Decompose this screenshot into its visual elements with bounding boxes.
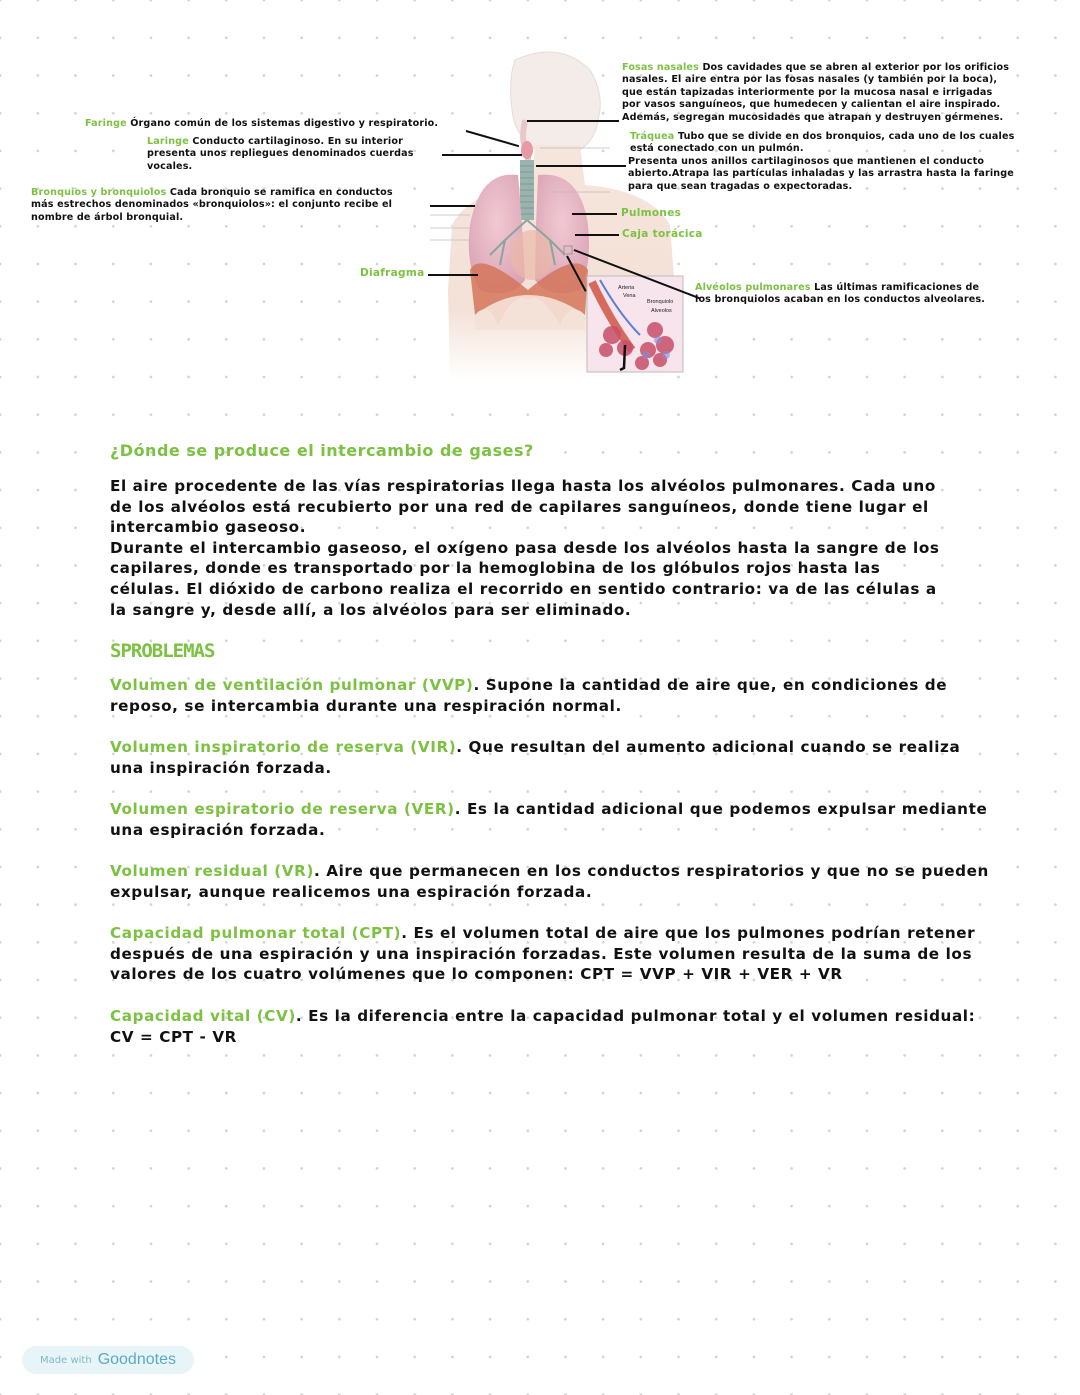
paragraph-line: células. El dióxido de carbono realiza el recorrido en sentido contrario: va de las células a bbox=[110, 579, 937, 598]
problem-text: . Es la diferencia entre la capacidad pulmonar total y el volumen residual: bbox=[295, 1007, 976, 1025]
pointer-line-diafragma bbox=[428, 274, 478, 276]
made-with-goodnotes-badge[interactable] bbox=[22, 1346, 194, 1374]
gas-exchange-paragraph bbox=[110, 476, 1060, 620]
label-caja-toracica: Caja torácica bbox=[622, 228, 703, 240]
label-laringe-line: presenta unos repliegues denominados cuerdas bbox=[147, 148, 414, 160]
problem-text: valores de los cuatro volúmenes que lo componen: CPT = VVP + VIR + VER + VR bbox=[110, 965, 843, 984]
label-alveolos-line: los bronquiolos acaban en los conductos alveolares. bbox=[695, 294, 986, 306]
made-with-label: Made with bbox=[40, 1354, 92, 1366]
label-bronquios-line: más estrechos denominados «bronquiolos»: el conjunto recibe el bbox=[31, 199, 393, 211]
label-traquea-line: Tubo que se divide en dos bronquios, cada uno de los cuales bbox=[677, 131, 1015, 142]
label-traquea bbox=[628, 131, 1014, 193]
problem-text: después de una espiración y una inspiración forzadas. Este volumen resulta de la suma de los bbox=[110, 944, 973, 963]
problem-text: una inspiración forzada. bbox=[110, 758, 332, 777]
paragraph-line: Durante el intercambio gaseoso, el oxígeno pasa desde los alvéolos hasta la sangre de los bbox=[110, 538, 940, 557]
label-bronquios-term: Bronquios y bronquiolos bbox=[31, 187, 167, 198]
pointer-line-fosas bbox=[527, 120, 619, 122]
label-fosas-line: Además, segregan mucosidades que atrapan y destruyen gérmenes. bbox=[622, 111, 1004, 123]
problem-item-vir bbox=[110, 737, 1060, 778]
goodnotes-logo: Goodnotes bbox=[97, 1351, 176, 1368]
paragraph-line: capilares, donde es transportado por la hemoglobina de los glóbulos rojos hasta las bbox=[110, 559, 881, 578]
label-fosas-term: Fosas nasales bbox=[622, 62, 699, 73]
problem-item-ver bbox=[110, 799, 1060, 840]
inset-label-vena: Vena bbox=[623, 293, 636, 299]
problem-term: Volumen inspiratorio de reserva (VIR) bbox=[110, 738, 457, 756]
label-fosas-line: que están tapizadas interiormente por la mucosa nasal e irrigadas bbox=[622, 86, 993, 98]
problem-term: Capacidad vital (CV) bbox=[110, 1007, 296, 1025]
label-laringe-line: Conducto cartilaginoso. En su interior bbox=[192, 136, 403, 147]
paragraph-line: de los alvéolos está recubierto por una red de capilares sanguíneos, donde tiene lugar el bbox=[110, 497, 929, 516]
label-pulmones: Pulmones bbox=[621, 207, 682, 219]
label-laringe-term: Laringe bbox=[147, 136, 189, 147]
pointer-line-bronquios bbox=[430, 205, 475, 207]
label-traquea-line: abierto.Atrapa las partículas inhaladas y las arrastra hasta la faringe bbox=[628, 168, 1014, 180]
inset-label-arteria: Arteria bbox=[618, 285, 635, 291]
label-diafragma: Diafragma bbox=[360, 267, 425, 279]
paragraph-line: la sangre y, desde allí, a los alvéolos para ser eliminado. bbox=[110, 600, 632, 619]
paragraph-line: El aire procedente de las vías respiratorias llega hasta los alvéolos pulmonares. Cada uno bbox=[110, 477, 936, 495]
problem-text: reposo, se intercambia durante una respiración normal. bbox=[110, 696, 622, 715]
inset-label-alveolos: Alveolos bbox=[651, 308, 672, 314]
label-traquea-line: para que sean tragadas o expectoradas. bbox=[628, 180, 853, 192]
problem-term: Volumen de ventilación pulmonar (VVP) bbox=[110, 676, 474, 694]
problem-text: . Aire que permanecen en los conductos respiratorios y que no se pueden bbox=[314, 862, 989, 880]
label-laringe bbox=[147, 136, 414, 173]
problem-item-vvp bbox=[110, 675, 1060, 716]
problem-term: Volumen residual (VR) bbox=[110, 862, 314, 880]
label-bronquios-line: Cada bronquio se ramifica en conductos bbox=[169, 187, 393, 198]
problems-title: SPROBLEMAS bbox=[110, 640, 215, 662]
label-faringe-term: Faringe bbox=[85, 118, 127, 129]
label-fosas-line: por vasos sanguíneos, que humedecen y calientan el aire inspirado. bbox=[622, 99, 1001, 111]
pointer-line-caja bbox=[575, 234, 619, 236]
label-fosas-line: Dos cavidades que se abren al exterior por los orificios bbox=[702, 62, 1010, 73]
inset-label-bronquiolo: Bronquiolo bbox=[647, 299, 674, 305]
label-faringe-text: Órgano común de los sistemas digestivo y respiratorio. bbox=[130, 118, 439, 129]
problem-item-cpt bbox=[110, 923, 1060, 985]
label-traquea-line: está conectado con un pulmón. bbox=[630, 143, 804, 155]
problem-item-vr bbox=[110, 861, 1060, 902]
problem-text: . Supone la cantidad de aire que, en condiciones de bbox=[473, 676, 948, 694]
label-faringe bbox=[85, 118, 438, 130]
problem-text: una espiración forzada. bbox=[110, 820, 326, 839]
pointer-line-traquea bbox=[536, 165, 626, 167]
problem-text: . Es el volumen total de aire que los pulmones podrían retener bbox=[401, 924, 976, 942]
problem-term: Capacidad pulmonar total (CPT) bbox=[110, 924, 402, 942]
problem-text: . Que resultan del aumento adicional cuando se realiza bbox=[456, 738, 961, 756]
label-fosas-nasales bbox=[622, 62, 1009, 124]
label-alveolos-line: Las últimas ramificaciones de bbox=[814, 282, 980, 293]
pointer-line-laringe bbox=[442, 154, 522, 156]
problem-item-cv bbox=[110, 1006, 1060, 1047]
label-traquea-line: Presenta unos anillos cartilaginosos que mantienen el conducto bbox=[628, 155, 985, 167]
label-fosas-line: nasales. El aire entra por las fosas nasales (y también por la boca), bbox=[622, 74, 998, 86]
label-bronquios bbox=[31, 187, 393, 224]
paragraph-line: intercambio gaseoso. bbox=[110, 518, 307, 537]
gas-exchange-question: ¿Dónde se produce el intercambio de gases? bbox=[110, 441, 534, 460]
label-traquea-term: Tráquea bbox=[630, 131, 675, 142]
label-bronquios-line: nombre de árbol bronquial. bbox=[31, 211, 184, 223]
label-alveolos bbox=[695, 282, 985, 307]
pointer-line-pulmones bbox=[572, 213, 617, 215]
label-alveolos-term: Alvéolos pulmonares bbox=[695, 282, 811, 293]
problem-text: . Es la cantidad adicional que podemos expulsar mediante bbox=[454, 800, 988, 818]
problem-text: expulsar, aunque realicemos una espiración forzada. bbox=[110, 882, 593, 901]
problem-term: Volumen espiratorio de reserva (VER) bbox=[110, 800, 455, 818]
problem-text: CV = CPT - VR bbox=[110, 1027, 237, 1046]
label-laringe-line: vocales. bbox=[147, 160, 193, 172]
